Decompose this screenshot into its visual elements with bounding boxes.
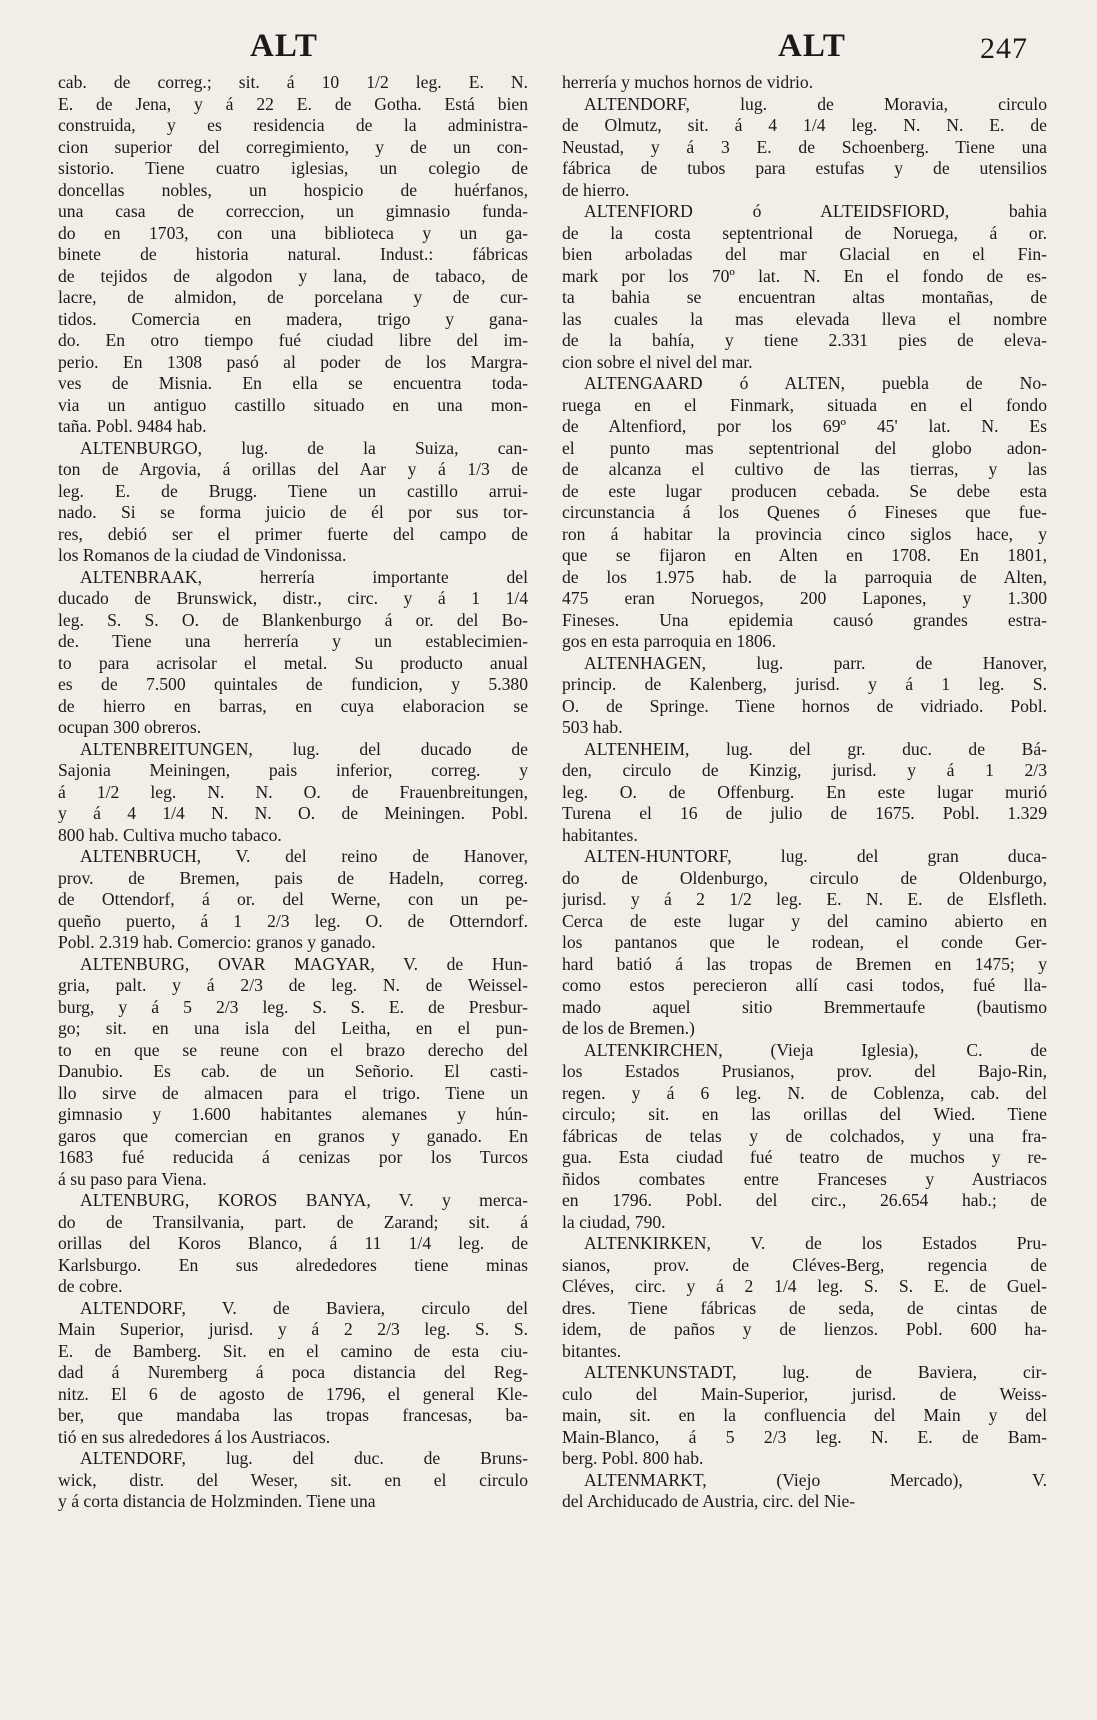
entry-headline: ALTENDORF, lug. de Moravia, circulo [584, 93, 1047, 114]
text-line: construida, y es residencia de la administra- [58, 115, 528, 135]
text-line: ta bahia se encuentran altas montañas, de [562, 287, 1047, 307]
text-line: Karlsburgo. En sus alrededores tiene minas [58, 1254, 528, 1275]
text-line: bitantes. [562, 1340, 622, 1361]
text-line: herrería y muchos hornos de vidrio. [562, 72, 814, 92]
text-line: idem, de paños y de lienzos. Pobl. 600 ha- [562, 1319, 1047, 1339]
text-line: sistorio. Tiene cuatro iglesias, un colegio de [58, 158, 528, 178]
text-line: habitantes. [562, 824, 638, 845]
text-line: tidos. Comercia en madera, trigo y gana- [58, 308, 528, 329]
text-line: de. Tiene una herrería y un establecimien- [58, 631, 528, 651]
text-line: la ciudad, 790. [562, 1211, 666, 1232]
text-line: perio. En 1308 pasó al poder de los Margra- [58, 351, 528, 372]
text-line: leg. E. de Brugg. Tiene un castillo arrui- [58, 480, 528, 501]
text-line: 1683 fué reducida á cenizas por los Turcos [58, 1147, 528, 1167]
text-line: ocupan 300 obreros. [58, 717, 202, 737]
text-line: como estos perecieron allí casi todos, fué lla- [562, 975, 1047, 995]
text-line: to en que se reune con el brazo derecho del [58, 1039, 528, 1060]
text-line: de Olmutz, sit. á 4 1/4 leg. N. N. E. de [562, 115, 1047, 135]
right-column [562, 72, 1047, 1513]
text-line: ducado de Brunswick, distr., circ. y á 1 1/4 [58, 588, 528, 608]
entry-headline: ALTENGAARD ó ALTEN, puebla de No- [584, 373, 1047, 393]
text-line: O. de Springe. Tiene hornos de vidriado. Pobl. [562, 695, 1047, 716]
entry-headline: ALTENBRAAK, herrería importante del [80, 566, 528, 587]
text-line: Sajonia Meiningen, pais inferior, correg. y [58, 760, 528, 780]
running-head-right: ALT [778, 28, 846, 64]
entry-headline: ALTENKIRKEN, V. de los Estados Pru- [584, 1233, 1047, 1253]
text-line: de la bahía, y tiene 2.331 pies de eleva- [562, 330, 1047, 350]
entry-headline: ALTENFIORD ó ALTEIDSFIORD, bahia [584, 201, 1047, 221]
text-line: culo del Main-Superior, jurisd. de Weiss- [562, 1383, 1047, 1404]
text-line: hard batió á las tropas de Bremen en 1475; y [562, 953, 1047, 974]
text-line: en 1796. Pobl. del circ., 26.654 hab.; de [562, 1190, 1047, 1210]
running-head-left: ALT [250, 28, 318, 64]
text-line: princip. de Kalenberg, jurisd. y á 1 leg. S. [562, 674, 1047, 694]
text-line: taña. Pobl. 9484 hab. [58, 416, 207, 436]
text-line: gimnasio y 1.600 habitantes alemanes y hún- [58, 1104, 528, 1124]
text-line: de Altenfiord, por los 69º 45' lat. N. Es [562, 416, 1047, 436]
text-line: cion sobre el nivel del mar. [562, 351, 753, 372]
text-line: do. En otro tiempo fué ciudad libre del im- [58, 330, 528, 350]
text-line: cab. de correg.; sit. á 10 1/2 leg. E. N. [58, 72, 528, 92]
text-line: do en 1703, con una biblioteca y un ga- [58, 222, 528, 243]
text-line: de tejidos de algodon y lana, de tabaco, de [58, 265, 528, 286]
text-line: Cléves, circ. y á 2 1/4 leg. S. S. E. de Guel- [562, 1276, 1047, 1296]
text-line: E. de Bamberg. Sit. en el camino de esta ciu- [58, 1340, 528, 1361]
text-line: Main Superior, jurisd. y á 2 2/3 leg. S. S. [58, 1319, 528, 1339]
text-line: via un antiguo castillo situado en una mon- [58, 394, 528, 415]
text-line: den, circulo de Kinzig, jurisd. y á 1 2/3 [562, 760, 1047, 780]
text-line: Neustad, y á 3 E. de Schoenberg. Tiene una [562, 136, 1047, 157]
entry-headline: ALTENDORF, lug. del duc. de Bruns- [80, 1448, 528, 1468]
text-line: prov. de Bremen, pais de Hadeln, correg. [58, 867, 528, 888]
text-line: ton de Argovia, á orillas del Aar y á 1/3 de [58, 459, 528, 479]
text-line: leg. O. de Offenburg. En este lugar murió [562, 781, 1047, 802]
text-line: y á 4 1/4 N. N. O. de Meiningen. Pobl. [58, 803, 528, 823]
entry-headline: ALTENMARKT, (Viejo Mercado), V. [584, 1469, 1047, 1490]
entry-headline: ALTENHEIM, lug. del gr. duc. de Bá- [584, 738, 1047, 759]
text-line: garos que comercian en granos y ganado. En [58, 1125, 528, 1146]
entry-headline: ALTENBURGO, lug. de la Suiza, can- [80, 437, 528, 458]
text-line: á 1/2 leg. N. N. O. de Frauenbreitungen, [58, 781, 528, 802]
text-line: gos en esta parroquia en 1806. [562, 631, 776, 651]
text-line: ron á habitar la provincia cinco siglos hace, y [562, 523, 1047, 544]
text-line: es de 7.500 quintales de fundicion, y 5.380 [58, 674, 528, 694]
text-line: gria, palt. y á 2/3 de leg. N. de Weissel- [58, 975, 528, 995]
text-line: fábrica de tubos para estufas y de utensilios [562, 158, 1047, 178]
text-line: de los 1.975 hab. de la parroquia de Alten, [562, 566, 1047, 587]
text-line: ruega en el Finmark, situada en el fondo [562, 394, 1047, 415]
text-line: sianos, prov. de Cléves-Berg, regencia de [562, 1254, 1047, 1275]
entry-headline: ALTENDORF, V. de Baviera, circulo del [80, 1297, 528, 1318]
text-line: main, sit. en la confluencia del Main y del [562, 1405, 1047, 1425]
text-line: E. de Jena, y á 22 E. de Gotha. Está bien [58, 93, 528, 114]
text-line: doncellas nobles, un hospicio de huérfanos, [58, 179, 528, 200]
page-number: 247 [980, 32, 1028, 65]
text-line: á su paso para Viena. [58, 1168, 207, 1189]
text-line: los pantanos que le rodean, el conde Ger- [562, 932, 1047, 952]
text-line: leg. S. S. O. de Blankenburgo á or. del Bo- [58, 609, 528, 630]
text-line: cion superior del corregimiento, y de un con- [58, 136, 528, 157]
text-line: de la costa septentrional de Noruega, á or. [562, 222, 1047, 243]
text-line: los Romanos de la ciudad de Vindonissa. [58, 545, 347, 565]
text-line: do de Oldenburgo, circulo de Oldenburgo, [562, 867, 1047, 888]
text-line: Danubio. Es cab. de un Señorio. El casti- [58, 1061, 528, 1081]
text-line: de alcanza el cultivo de las tierras, y las [562, 459, 1047, 479]
entry-headline: ALTENBURG, OVAR MAGYAR, V. de Hun- [80, 953, 528, 974]
text-line: una casa de correccion, un gimnasio funda- [58, 201, 528, 221]
text-line: de cobre. [58, 1276, 123, 1296]
text-line: de hierro. [562, 179, 630, 200]
text-line: regen. y á 6 leg. N. de Coblenza, cab. del [562, 1082, 1047, 1103]
text-line: fábricas de telas y de colchados, y una fra- [562, 1125, 1047, 1146]
text-line: res, debió ser el primer fuerte del campo de [58, 523, 528, 544]
text-line: los Estados Prusianos, prov. del Bajo-Rin, [562, 1061, 1047, 1081]
text-line: to para acrisolar el metal. Su producto anual [58, 652, 528, 673]
text-line: binete de historia natural. Indust.: fábricas [58, 244, 528, 264]
text-line: que se fijaron en Alten en 1708. En 1801, [562, 545, 1047, 565]
text-line: queño puerto, á 1 2/3 leg. O. de Otterndorf. [58, 910, 528, 931]
text-line: 800 hab. Cultiva mucho tabaco. [58, 824, 282, 845]
text-line: de los de Bremen.) [562, 1018, 695, 1038]
entry-headline: ALTENHAGEN, lug. parr. de Hanover, [584, 652, 1047, 673]
text-line: circulo; sit. en las orillas del Wied. Tiene [562, 1104, 1047, 1124]
text-line: bien arboladas del mar Glacial en el Fin- [562, 244, 1047, 264]
text-line: ves de Misnia. En ella se encuentra toda- [58, 373, 528, 393]
text-line: y á corta distancia de Holzminden. Tiene una [58, 1491, 376, 1511]
text-line: dres. Tiene fábricas de seda, de cintas de [562, 1297, 1047, 1318]
text-line: de este lugar producen cebada. Se debe esta [562, 480, 1047, 501]
text-line: ñidos combates entre Franceses y Austriacos [562, 1168, 1047, 1189]
text-line: jurisd. y á 2 1/2 leg. E. N. E. de Elsfleth. [562, 889, 1047, 909]
text-line: tió en sus alrededores á los Austriacos. [58, 1426, 331, 1447]
text-line: go; sit. en una isla del Leitha, en el pun- [58, 1018, 528, 1038]
text-line: lacre, de almidon, de porcelana y de cur- [58, 287, 528, 307]
entry-headline: ALTENKIRCHEN, (Vieja Iglesia), C. de [584, 1039, 1047, 1060]
text-line: do de Transilvania, part. de Zarand; sit. á [58, 1211, 528, 1232]
text-line: las cuales la mas elevada lleva el nombre [562, 308, 1047, 329]
entry-headline: ALTENKUNSTADT, lug. de Baviera, cir- [584, 1362, 1047, 1382]
text-line: gua. Esta ciudad fué teatro de muchos y re- [562, 1147, 1047, 1167]
text-line: Turena el 16 de julio de 1675. Pobl. 1.329 [562, 803, 1047, 823]
text-line: el punto mas septentrional del globo adon- [562, 437, 1047, 458]
text-line: burg, y á 5 2/3 leg. S. S. E. de Presbur- [58, 996, 528, 1017]
text-line: de hierro en barras, en cuya elaboracion se [58, 695, 528, 716]
text-line: Main-Blanco, á 5 2/3 leg. N. E. de Bam- [562, 1426, 1047, 1447]
text-line: Cerca de este lugar y del camino abierto en [562, 910, 1047, 931]
text-line: 475 eran Noruegos, 200 Lapones, y 1.300 [562, 588, 1047, 608]
text-line: nado. Si se forma juicio de él por sus tor- [58, 502, 528, 522]
text-line: orillas del Koros Blanco, á 11 1/4 leg. de [58, 1233, 528, 1253]
text-line: 503 hab. [562, 717, 623, 737]
text-line: Pobl. 2.319 hab. Comercio: granos y ganado. [58, 932, 376, 952]
text-line: del Archiducado de Austria, circ. del Nie- [562, 1491, 856, 1511]
text-line: circunstancia á los Quenes ó Fineses que fue- [562, 502, 1047, 522]
text-line: berg. Pobl. 800 hab. [562, 1448, 704, 1468]
text-line: mark por los 70º lat. N. En el fondo de es- [562, 265, 1047, 286]
entry-headline: ALTENBREITUNGEN, lug. del ducado de [80, 738, 528, 759]
entry-headline: ALTEN-HUNTORF, lug. del gran duca- [584, 846, 1047, 866]
text-line: wick, distr. del Weser, sit. en el circulo [58, 1469, 528, 1490]
left-column [58, 72, 528, 1513]
entry-headline: ALTENBRUCH, V. del reino de Hanover, [80, 846, 528, 866]
text-line: mado aquel sitio Bremmertaufe (bautismo [562, 996, 1047, 1017]
text-line: ber, que mandaba las tropas francesas, ba- [58, 1405, 528, 1425]
text-line: Fineses. Una epidemia causó grandes estra- [562, 609, 1047, 630]
text-line: dad á Nuremberg á poca distancia del Reg- [58, 1362, 528, 1382]
text-line: nitz. El 6 de agosto de 1796, el general Kle- [58, 1383, 528, 1404]
text-line: llo sirve de almacen para el trigo. Tiene un [58, 1082, 528, 1103]
text-line: de Ottendorf, á or. del Werne, con un pe- [58, 889, 528, 909]
entry-headline: ALTENBURG, KOROS BANYA, V. y merca- [80, 1190, 528, 1210]
